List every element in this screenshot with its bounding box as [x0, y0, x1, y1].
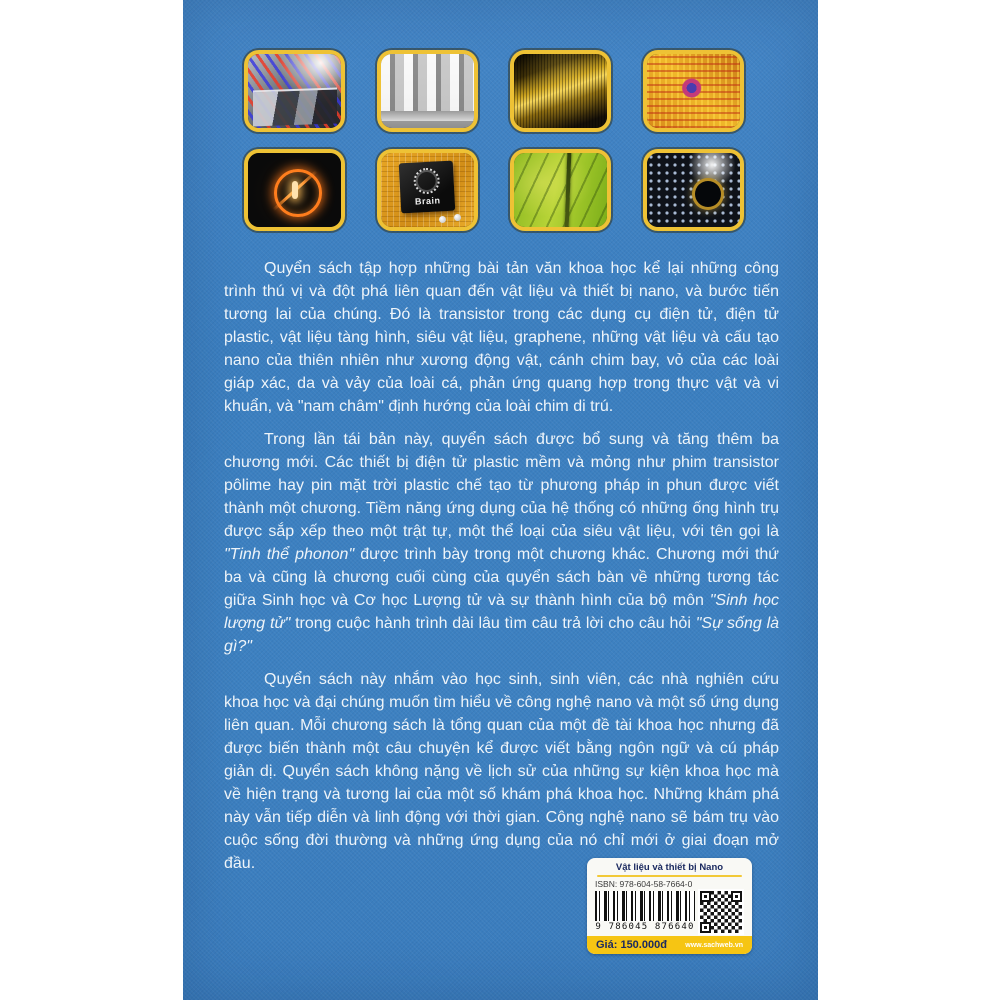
- paragraph: Quyển sách tập hợp những bài tản văn khoa học kể lại những công trình thú vị và đột phá liên quan đến vật liệu và thiết bị nano, và bước tiến tương lai của chúng. Đó là transistor trong các dụng cụ điện tử, điện tử plastic, vật liệu tàng hình, siêu vật liệu, graphene, những vật liệu và cấu tạo nano của thiên nhiên như xương động vật, cánh chim bay, vỏ của các loài giáp xác, da và vảy của loài cá, phản ứng quang hợp trong thực vật và vi khuẩn, và "nam châm" định hướng của loài chim di trú.: [224, 260, 779, 415]
- paragraph: Quyển sách này nhắm vào học sinh, sinh viên, các nhà nghiên cứu khoa học và đại chúng muốn tìm hiểu về công nghệ nano và một số ứng dụng liên quan. Mỗi chương sách là tổng quan của một đề tài khoa học nhưng đã được biến thành một câu chuyện kể được viết bằng ngôn ngữ và cú pháp giản dị. Quyển sách không nặng về lịch sử của những sự kiện khoa học mà về hiện trạng và tương lai của một số khám phá khoa học. Những khám phá này vẫn tiếp diễn và linh động với thời gian. Công nghệ nano sẽ bám trụ vào cuộc sống đời thường và những ứng dụng của nó chỉ mới ở giai đoạn mở đầu.: [224, 671, 779, 872]
- price-text: Giá: 150.000đ: [596, 939, 667, 951]
- description-text: [224, 257, 779, 885]
- qr-code: [700, 891, 742, 933]
- sticker-divider: [597, 875, 742, 877]
- book-back-cover: [183, 0, 818, 1000]
- thumbnail-nano-pillars-sem: [377, 50, 478, 132]
- sticker-book-title: Vật liệu và thiết bị Nano: [615, 862, 724, 873]
- pcb-dot: [454, 214, 461, 221]
- brain-chip-image: [381, 153, 474, 227]
- barcode-block: [595, 891, 695, 932]
- nano-fins-shape: [381, 54, 474, 112]
- nano-base-shape: [381, 111, 474, 121]
- isbn-text: ISBN: 978-604-58-7664-0: [595, 879, 693, 889]
- plasma-core-glow: [292, 181, 298, 199]
- website-text: www.sachweb.vn: [685, 941, 743, 949]
- nanotube-lattice-image: [647, 153, 740, 227]
- chip-package-shape: [398, 160, 454, 213]
- code-row: [587, 890, 752, 936]
- qr-finder-pattern: [731, 891, 742, 902]
- nano-pillars-sem-image: [381, 54, 474, 128]
- thumbnail-brain-chip: [377, 149, 478, 231]
- barcode-digits: 9 786045 876640: [595, 922, 695, 932]
- plasma-ring-shape: [274, 169, 322, 217]
- thumbnail-nanotube-lattice: [643, 149, 744, 231]
- thumbnail-grid: [244, 50, 744, 231]
- laser-diffraction-image: [248, 54, 341, 128]
- chip-label: Brain: [414, 195, 441, 207]
- isbn-price-sticker: [587, 858, 752, 954]
- qr-finder-pattern: [700, 891, 711, 902]
- prism-cubes-shape: [253, 88, 337, 127]
- thumbnail-plasma-ring: [244, 149, 345, 231]
- thumbnail-leaf-veins: [510, 149, 611, 231]
- brain-logo-icon: [413, 167, 440, 194]
- ean-barcode: [595, 891, 695, 921]
- paragraph: Trong lần tái bản này, quyển sách được bổ sung và tăng thêm ba chương mới. Các thiết bị điện tử plastic mềm và mỏng như phim transistor pôlime hay pin mặt trời plastic chế tạo từ phương pháp in phun được viết thành một chương. Tiềm năng ứng dụng của hệ thống có những ống hình trụ được sắp xếp theo một trật tự, một thể loại của siêu vật liệu, với tên gọi là "Tinh thể phonon" được trình bày trong một chương khác. Chương mới thứ ba và cũng là chương cuối cùng của quyển sách bàn về những tương tác giữa Sinh học và Cơ học Lượng tử và sự thành hình của bộ môn "Sinh học lượng tử" trong cuộc hành trình dài lâu tìm câu trả lời cho câu hỏi "Sự sống là gì?": [224, 431, 780, 655]
- thumbnail-laser-diffraction: [244, 50, 345, 132]
- thumbnail-gold-nanomesh: [510, 50, 611, 132]
- plasma-ring-image: [248, 153, 341, 227]
- gold-nanomesh-image: [514, 54, 607, 128]
- leaf-veins-image: [514, 153, 607, 227]
- price-strip: [587, 936, 752, 954]
- qr-finder-pattern: [700, 922, 711, 933]
- circuit-board-art-image: [647, 54, 740, 128]
- thumbnail-circuit-board-art: [643, 50, 744, 132]
- pcb-dot: [439, 216, 446, 223]
- nanotube-core-shape: [692, 178, 724, 210]
- leaf-midrib-shape: [565, 153, 572, 227]
